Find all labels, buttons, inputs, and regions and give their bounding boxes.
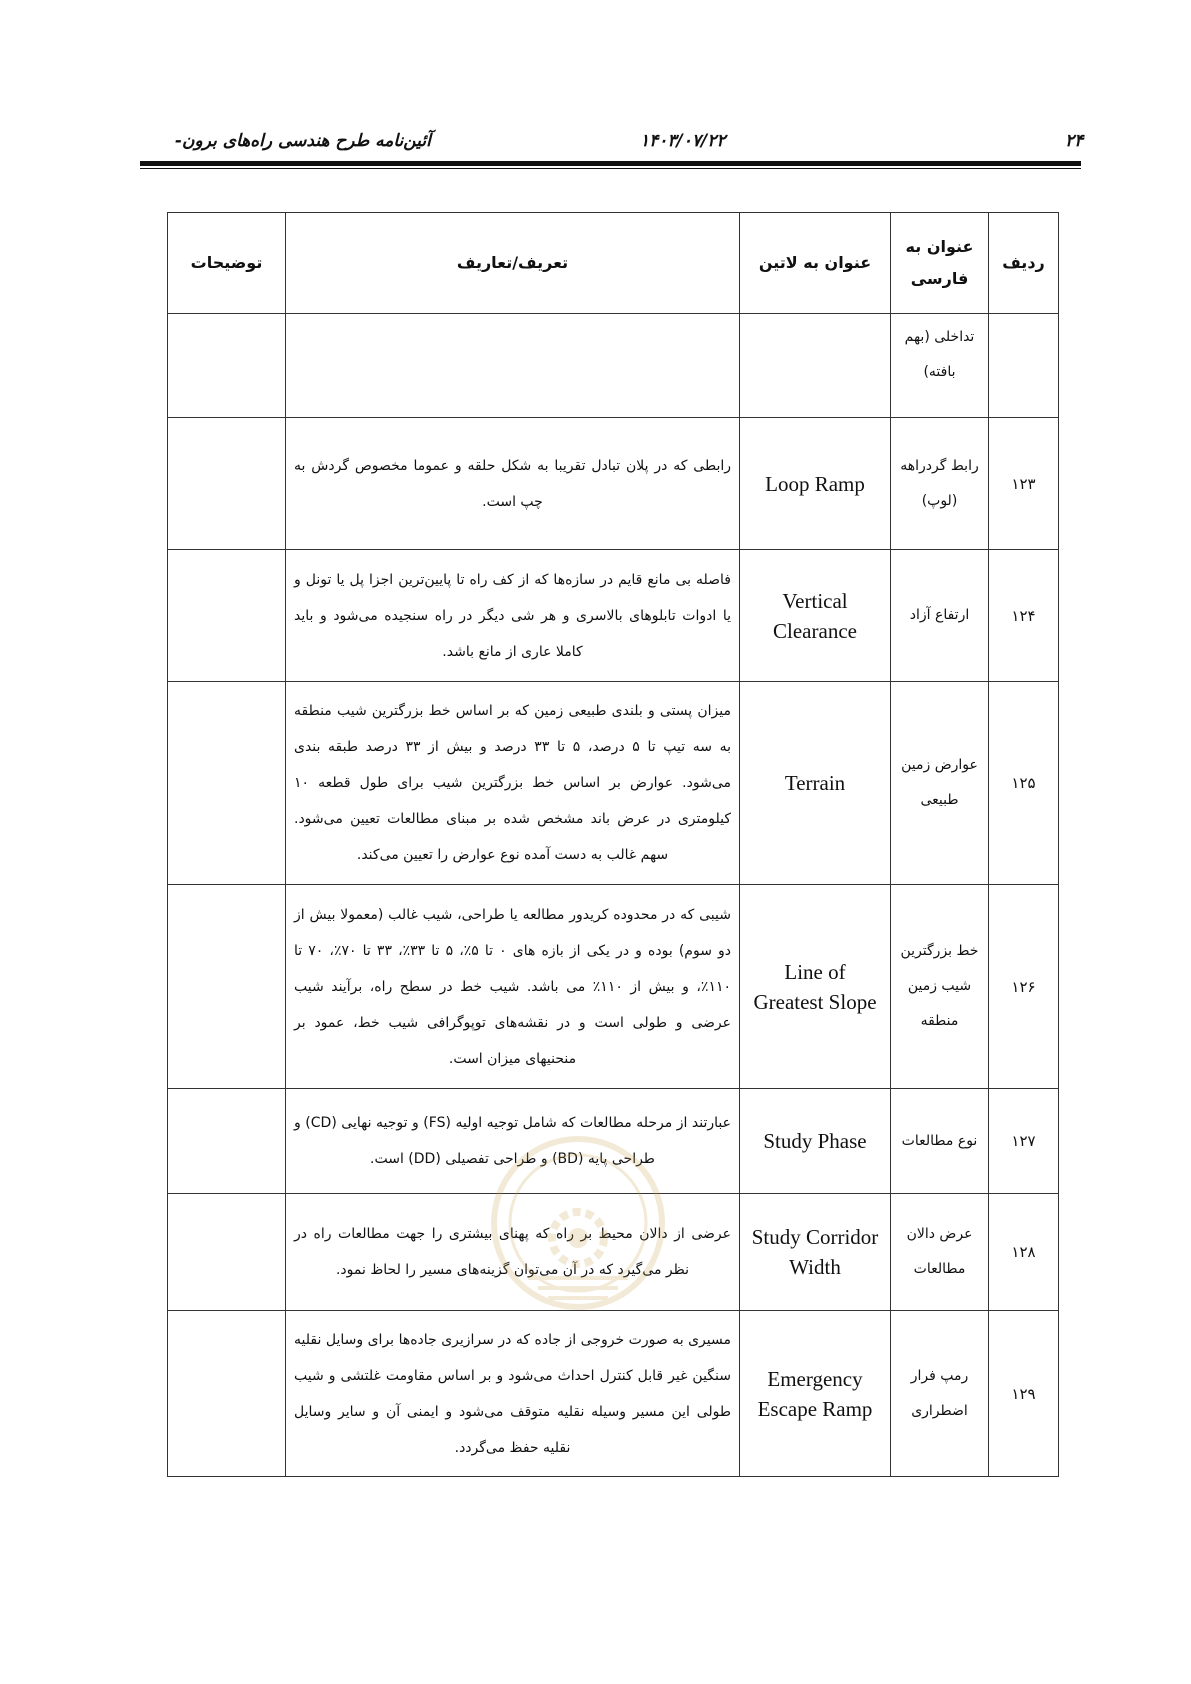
- persian-title-cell: رمپ فرار اضطراری: [891, 1311, 989, 1477]
- notes-cell: [168, 550, 286, 682]
- latin-title-cell: Emergency Escape Ramp: [740, 1311, 891, 1477]
- column-header-latin-title: عنوان به لاتین: [740, 213, 891, 314]
- persian-title-cell: تداخلی (بهم بافته): [891, 314, 989, 418]
- table-row: [168, 550, 1059, 682]
- latin-title-cell: Line of Greatest Slope: [740, 885, 891, 1089]
- notes-cell: [168, 314, 286, 418]
- definition-cell: رابطی که در پلان تبادل تقریبا به شکل حلقه و عموما مخصوص گردش به چپ است.: [286, 418, 740, 550]
- column-header-notes: توضیحات: [168, 213, 286, 314]
- persian-title-cell: عوارض زمین طبیعی: [891, 682, 989, 885]
- table-row: [168, 1194, 1059, 1311]
- row-number-cell: [989, 314, 1059, 418]
- definitions-table: [167, 212, 1059, 1477]
- table-row: [168, 418, 1059, 550]
- persian-title-cell: رابط گردراهه (لوپ): [891, 418, 989, 550]
- column-header-persian-title: عنوان به فارسی: [891, 213, 989, 314]
- notes-cell: [168, 885, 286, 1089]
- definition-cell: [286, 314, 740, 418]
- notes-cell: [168, 1089, 286, 1194]
- page-number: ۲۴: [1065, 131, 1084, 151]
- latin-title-cell: Vertical Clearance: [740, 550, 891, 682]
- latin-title-cell: Loop Ramp: [740, 418, 891, 550]
- notes-cell: [168, 418, 286, 550]
- table-row: [168, 1311, 1059, 1477]
- table-row: [168, 1089, 1059, 1194]
- header-rule-thin: [140, 168, 1081, 169]
- document-date: ۱۴۰۳/۰۷/۲۲: [640, 131, 726, 151]
- row-number-cell: ۱۲۹: [989, 1311, 1059, 1477]
- table-row: [168, 682, 1059, 885]
- row-number-cell: ۱۲۸: [989, 1194, 1059, 1311]
- row-number-cell: ۱۲۴: [989, 550, 1059, 682]
- notes-cell: [168, 682, 286, 885]
- table-row: [168, 885, 1059, 1089]
- document-title: آئین‌نامه طرح هندسی راه‌های برون-: [175, 131, 431, 151]
- definition-cell: شیبی که در محدوده کریدور مطالعه یا طراحی، شیب غالب (معمولا بیش از دو سوم) بوده و در یکی از بازه های ۰ تا ۵٪، ۵ تا ۳۳٪، ۳۳ تا ۷۰٪، ۷۰ تا ۱۱۰٪، و بیش از ۱۱۰٪ می باشد. شیب خط در سطح راه، برآیند شیب عرضی و طولی است و در نقشه‌های توپوگرافی شیب خط، عمود بر منحنیهای میزان است.: [286, 885, 740, 1089]
- column-header-definition: تعریف/تعاریف: [286, 213, 740, 314]
- latin-title-cell: Study Phase: [740, 1089, 891, 1194]
- column-header-row-number: ردیف: [989, 213, 1059, 314]
- notes-cell: [168, 1311, 286, 1477]
- row-number-cell: ۱۲۷: [989, 1089, 1059, 1194]
- table-header-row: [168, 213, 1059, 314]
- notes-cell: [168, 1194, 286, 1311]
- row-number-cell: ۱۲۵: [989, 682, 1059, 885]
- header-rule: [140, 161, 1081, 166]
- persian-title-cell: نوع مطالعات: [891, 1089, 989, 1194]
- latin-title-cell: Terrain: [740, 682, 891, 885]
- latin-title-cell: Study Corridor Width: [740, 1194, 891, 1311]
- persian-title-cell: ارتفاع آزاد: [891, 550, 989, 682]
- row-number-cell: ۱۲۶: [989, 885, 1059, 1089]
- definition-cell: عبارتند از مرحله مطالعات که شامل توجیه اولیه (FS) و توجیه نهایی (CD) و طراحی پایه (BD) و طراحی تفصیلی (DD) است.: [286, 1089, 740, 1194]
- table-row: [168, 314, 1059, 418]
- definition-cell: فاصله بی مانع قایم در سازه‌ها که از کف راه تا پایین‌ترین اجزا پل یا تونل و یا ادوات تابلوهای بالاسری و هر شی دیگر در راه سنجیده می‌شود و باید کاملا عاری از مانع باشد.: [286, 550, 740, 682]
- definition-cell: میزان پستی و بلندی طبیعی زمین که بر اساس خط بزرگترین شیب منطقه به سه تیپ تا ۵ درصد، ۵ تا ۳۳ درصد و بیش از ۳۳ درصد طبقه بندی می‌شود. عوارض بر اساس خط بزرگترین شیب برای طول قطعه ۱۰ کیلومتری در عرض باند مشخص شده بر مبنای مطالعات تعیین می‌شود. سهم غالب به دست آمده نوع عوارض را تعیین می‌کند.: [286, 682, 740, 885]
- persian-title-cell: عرض دالان مطالعات: [891, 1194, 989, 1311]
- row-number-cell: ۱۲۳: [989, 418, 1059, 550]
- definition-cell: مسیری به صورت خروجی از جاده که در سرازیری جاده‌ها برای وسایل نقلیه سنگین غیر قابل کنترل احداث می‌شود و بر اساس مقاومت غلتشی و شیب طولی این مسیر وسیله نقلیه متوقف می‌شود و ایمنی آن و سایر وسایل نقلیه حفظ می‌گردد.: [286, 1311, 740, 1477]
- latin-title-cell: [740, 314, 891, 418]
- persian-title-cell: خط بزرگترین شیب زمین منطقه: [891, 885, 989, 1089]
- definition-cell: عرضی از دالان محیط بر راه که پهنای بیشتری را جهت مطالعات راه در نظر می‌گیرد که در آن می‌توان گزینه‌های مسیر را لحاظ نمود.: [286, 1194, 740, 1311]
